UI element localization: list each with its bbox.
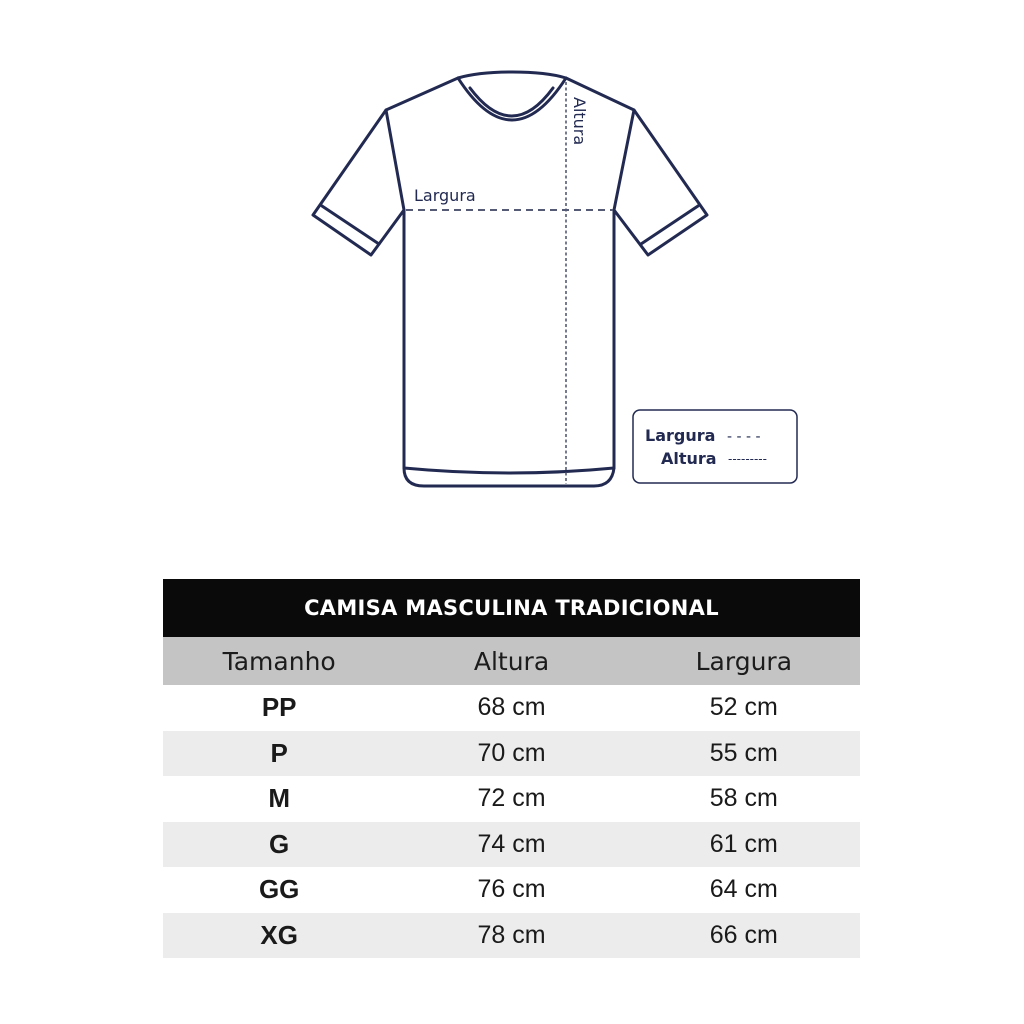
table-row [163,776,860,822]
height-cell: 76 cm [477,875,546,904]
header-size: Tamanho [163,637,395,685]
tshirt-right-armhole [614,110,634,210]
tshirt-left-armhole [386,110,404,210]
legend-width-label: Largura [645,426,716,445]
height-cell: 74 cm [395,822,627,868]
header-width: Largura [628,637,860,685]
size-cell: G [163,822,395,868]
header-height: Altura [395,637,627,685]
table-title-row [163,579,860,637]
legend-height-line: --------- [728,452,767,466]
legend-frame [633,410,797,483]
height-cell: 78 cm [395,913,627,959]
width-cell: 66 cm [628,913,860,959]
tshirt-collar [458,78,566,120]
size-cell: GG [258,874,300,905]
table-title: CAMISA MASCULINA TRADICIONAL [163,579,860,637]
width-cell: 61 cm [628,822,860,868]
legend-height-label: Altura [661,449,717,468]
legend-box [633,410,797,483]
table-header-row [163,637,860,685]
width-cell: 52 cm [709,693,778,722]
size-cell: XG [163,913,395,959]
width-cell: 58 cm [709,784,778,813]
width-cell: 55 cm [628,731,860,777]
size-table [163,579,860,958]
width-label: Largura [414,186,476,205]
table-row [163,867,860,913]
tshirt-right-cuff [641,206,698,244]
table-row [163,913,860,959]
size-cell: P [163,731,395,777]
legend-width-line: - - - - [727,429,761,445]
tshirt-hem [404,468,614,473]
tshirt-left-cuff [322,206,379,244]
tshirt-neckline [470,88,553,116]
height-label: Altura [570,97,589,146]
size-cell: M [268,783,290,814]
width-cell: 64 cm [709,875,778,904]
table-row [163,822,860,868]
table-row [163,685,860,731]
height-cell: 68 cm [477,693,546,722]
height-cell: 72 cm [477,784,546,813]
size-cell: PP [261,692,297,723]
height-cell: 70 cm [395,731,627,777]
table-row [163,731,860,777]
